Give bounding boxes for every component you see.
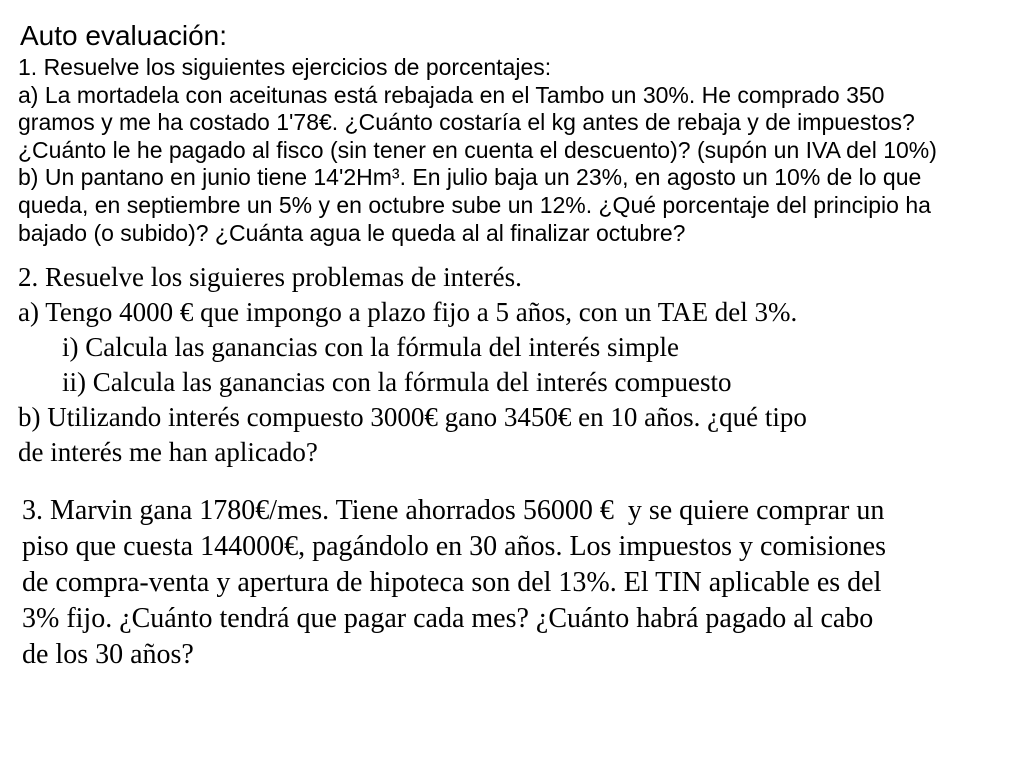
exercise-1a-line: a) La mortadela con aceitunas está rebajada en el Tambo un 30%. He comprado 350 [18, 81, 885, 108]
exercise-1b-line: queda, en septiembre un 5% y en octubre sube un 12%. ¿Qué porcentaje del principio ha [18, 191, 931, 218]
exercise-3-line: de compra-venta y apertura de hipoteca son del 13%. El TIN aplicable es del [22, 567, 882, 599]
exercise-3-line: 3. Marvin gana 1780€/mes. Tiene ahorrados 56000 € y se quiere comprar un [22, 495, 885, 527]
exercise-2-heading: 2. Resuelve los siguieres problemas de interés. [18, 262, 522, 293]
exercise-1b-line: b) Un pantano en junio tiene 14'2Hm³. En julio baja un 23%, en agosto un 10% de lo que [18, 164, 922, 191]
exercise-1b-line: bajado (o subido)? ¿Cuánta agua le queda al al finalizar octubre? [18, 219, 686, 246]
exercise-3-line: 3% fijo. ¿Cuánto tendrá que pagar cada mes? ¿Cuánto habrá pagado al cabo [22, 603, 874, 635]
exercise-3-line: de los 30 años? [22, 639, 194, 671]
exercise-3-line: piso que cuesta 144000€, pagándolo en 30 años. Los impuestos y comisiones [22, 531, 886, 563]
exercise-2-interest [18, 260, 1024, 470]
exercise-2b-line: de interés me han aplicado? [18, 437, 318, 468]
exercise-3-mortgage [22, 493, 1024, 673]
exercise-1-heading: 1. Resuelve los siguientes ejercicios de porcentajes: [18, 54, 552, 80]
exercise-2a-sub-ii: ii) Calcula las ganancias con la fórmula del interés compuesto [62, 367, 732, 398]
exercise-1-percentages [18, 54, 1024, 247]
exercise-1a-line: ¿Cuánto le he pagado al fisco (sin tener en cuenta el descuento)? (supón un IVA del 10%) [18, 136, 937, 163]
exercise-1a-line: gramos y me ha costado 1'78€. ¿Cuánto costaría el kg antes de rebaja y de impuestos? [18, 109, 915, 136]
exercise-2a-line: a) Tengo 4000 € que impongo a plazo fijo a 5 años, con un TAE del 3%. [18, 297, 798, 328]
exercise-2b-line: b) Utilizando interés compuesto 3000€ gano 3450€ en 10 años. ¿qué tipo [18, 402, 807, 433]
page-title: Auto evaluación: [20, 20, 228, 51]
exercise-2a-sub-i: i) Calcula las ganancias con la fórmula del interés simple [62, 332, 680, 363]
